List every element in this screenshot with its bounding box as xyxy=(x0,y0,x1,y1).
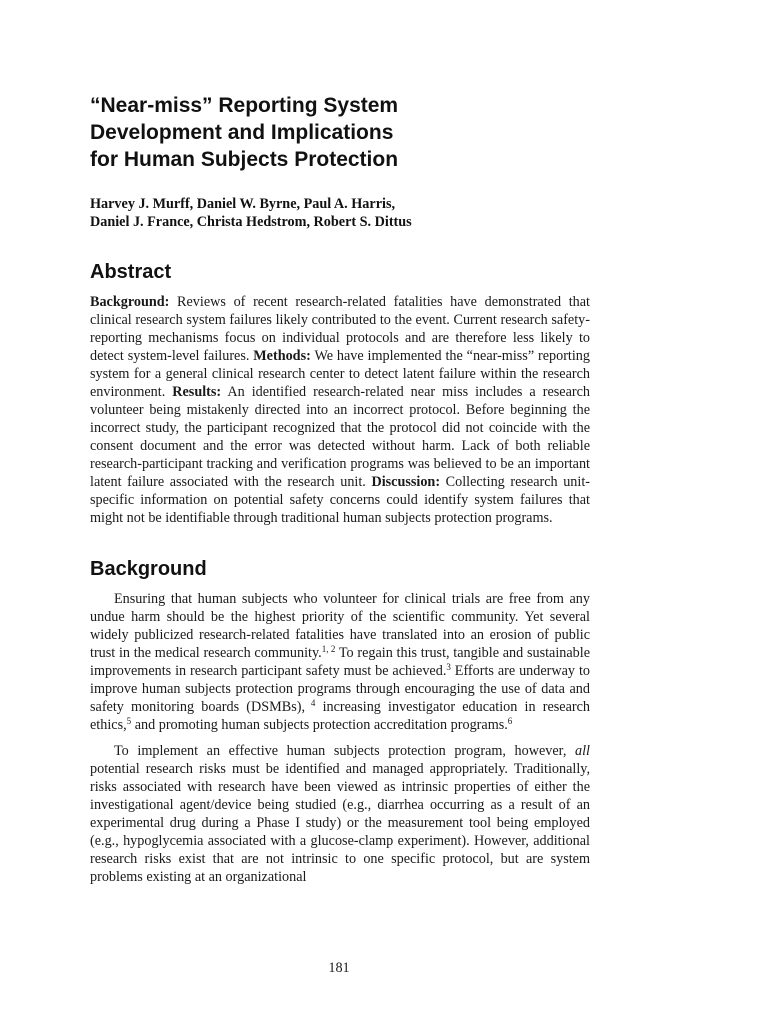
citation-5: 5 xyxy=(126,716,132,726)
article-title xyxy=(90,92,590,173)
bg-p2-text-1: To implement an effective human subjects protection program, however, xyxy=(114,743,576,759)
page-number: 181 xyxy=(328,960,350,976)
title-line-1: “Near-miss” Reporting System xyxy=(90,94,399,117)
methods-text: We have implemented the “near-miss” reporting system for a general clinical research center to detect latent failure within the research environment. xyxy=(90,348,590,400)
methods-label: Methods: xyxy=(253,348,311,364)
bg-p1-text-2: To regain this trust, tangible and sustainable improvements in research participant safety must be achieved. xyxy=(90,645,591,679)
background-label: Background: xyxy=(90,294,170,310)
background-heading: Background xyxy=(90,558,207,580)
discussion-label: Discussion: xyxy=(371,474,441,490)
citation-4: 4 xyxy=(305,698,316,708)
abstract-paragraph xyxy=(90,293,590,527)
bg-p2-text-2: potential research risks must be identified and managed appropriately. Traditionally, risks associated with research have been viewed as intrinsic properties of either the investigational agent/device being studied (e.g., diarrhea occurring as a result of an experimental drug during a Phase I study) or the measurement tool being employed (e.g., hypoglycemia associated with a glucose-clamp experiment). However, additional research risks exist that are not intrinsic to one specific protocol, but are system problems existing at an organizational xyxy=(90,761,590,885)
emphasis-all: all xyxy=(575,743,590,759)
author-line-2: Daniel J. France, Christa Hedstrom, Robert S. Dittus xyxy=(90,214,412,230)
citation-3: 3 xyxy=(446,662,451,672)
discussion-text: Collecting research unit-specific information on potential safety concerns could identify system failures that might not be identifiable through traditional human subjects protection programs. xyxy=(90,474,590,526)
abstract-heading: Abstract xyxy=(90,261,172,283)
results-text: An identified research-related near miss includes a research volunteer being mistakenly directed into an incorrect protocol. Before beginning the incorrect study, the participant recognized that the protocol did not coincide with the consent document and the error was detected without harm. Lack of both reliable research-participant tracking and verification programs was believed to be an important latent failure associated with the research unit. xyxy=(90,384,590,490)
bg-p1-text-4: increasing investigator education in research ethics, xyxy=(90,699,590,733)
bg-p1-text-5: and promoting human subjects protection accreditation programs. xyxy=(131,717,508,733)
background-paragraph-1 xyxy=(90,590,590,734)
citation-6: 6 xyxy=(507,716,513,726)
title-line-3: for Human Subjects Protection xyxy=(90,148,399,171)
bg-p1-text-1: Ensuring that human subjects who volunteer for clinical trials are free from any undue harm should be the highest priority of the scientific community. Yet several widely publicized research-related fatalities have translated into an erosion of public trust in the medical research community. xyxy=(90,591,590,661)
author-line-1: Harvey J. Murff, Daniel W. Byrne, Paul A. Harris, xyxy=(90,196,396,212)
background-paragraph-2 xyxy=(90,742,590,886)
title-line-2: Development and Implications xyxy=(90,121,394,144)
citation-1-2: 1, 2 xyxy=(321,644,336,654)
author-list xyxy=(90,195,590,231)
background-text: Reviews of recent research-related fatalities have demonstrated that clinical research system failures likely contributed to the event. Current research safety-reporting mechanisms focus on individual protocols and are therefore less likely to detect system-level failures. xyxy=(90,294,590,364)
bg-p1-text-3: Efforts are underway to improve human subjects protection programs through encouraging the use of data and safety monitoring boards (DSMBs), xyxy=(90,663,590,715)
article-page xyxy=(90,92,590,886)
results-label: Results: xyxy=(172,384,222,400)
